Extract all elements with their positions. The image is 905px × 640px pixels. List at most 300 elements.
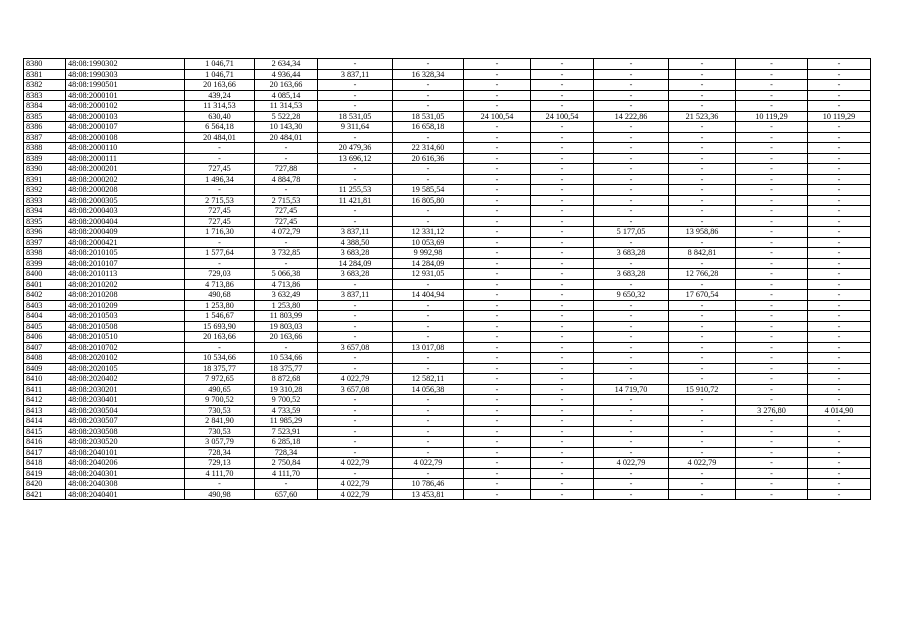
cell-value-2-max: - <box>393 353 464 364</box>
cell-value-4-max: - <box>669 342 736 353</box>
cell-value-4-min: - <box>594 405 669 416</box>
cell-value-1-min: 2 715,53 <box>185 195 255 206</box>
cell-row-number: 8407 <box>24 342 66 353</box>
cell-value-4-max: - <box>669 143 736 154</box>
table-row <box>24 489 871 500</box>
cell-cadastral-code: 48:08:2000305 <box>66 195 185 206</box>
cell-row-number: 8402 <box>24 290 66 301</box>
cell-row-number: 8391 <box>24 174 66 185</box>
cell-value-4-min: - <box>594 90 669 101</box>
cell-value-2-max: 14 056,38 <box>393 384 464 395</box>
cell-value-2-max: - <box>393 279 464 290</box>
cell-value-1-max: 3 632,49 <box>255 290 318 301</box>
cell-value-3-min: - <box>464 174 531 185</box>
cell-value-3-min: - <box>464 195 531 206</box>
cell-value-4-min: 3 683,28 <box>594 269 669 280</box>
cell-value-5-max: - <box>808 468 871 479</box>
cell-value-2-max: - <box>393 311 464 322</box>
cell-value-5-max: - <box>808 248 871 259</box>
table-row <box>24 374 871 385</box>
cell-value-2-max: 12 331,12 <box>393 227 464 238</box>
cell-value-2-max: 19 585,54 <box>393 185 464 196</box>
cell-value-2-max: 10 786,46 <box>393 479 464 490</box>
cell-value-4-min: - <box>594 353 669 364</box>
cell-value-1-max: - <box>255 258 318 269</box>
cell-value-2-max: 4 022,79 <box>393 458 464 469</box>
cell-value-2-min: 20 479,36 <box>318 143 393 154</box>
cell-value-4-min: - <box>594 468 669 479</box>
table-row <box>24 321 871 332</box>
cell-row-number: 8409 <box>24 363 66 374</box>
cell-row-number: 8398 <box>24 248 66 259</box>
cell-value-3-max: - <box>531 174 594 185</box>
cell-value-3-min: - <box>464 332 531 343</box>
cell-value-1-min: 11 314,53 <box>185 101 255 112</box>
cell-value-3-max: - <box>531 458 594 469</box>
cell-value-5-max: - <box>808 69 871 80</box>
cell-value-2-min: 4 022,79 <box>318 489 393 500</box>
cell-value-1-max: - <box>255 143 318 154</box>
table-row <box>24 206 871 217</box>
cell-cadastral-code: 48:08:2000404 <box>66 216 185 227</box>
cell-value-2-max: 18 531,05 <box>393 111 464 122</box>
cell-value-4-max: - <box>669 479 736 490</box>
cell-value-1-min: 439,24 <box>185 90 255 101</box>
cell-value-1-min: - <box>185 237 255 248</box>
cell-cadastral-code: 48:08:2000110 <box>66 143 185 154</box>
cell-value-1-max: - <box>255 153 318 164</box>
cell-value-5-max: 4 014,90 <box>808 405 871 416</box>
cell-value-4-min: - <box>594 174 669 185</box>
table-row <box>24 384 871 395</box>
cell-value-5-max: - <box>808 290 871 301</box>
cell-value-5-max: 10 119,29 <box>808 111 871 122</box>
cell-value-2-min: - <box>318 216 393 227</box>
cell-row-number: 8417 <box>24 447 66 458</box>
cell-value-4-min: - <box>594 258 669 269</box>
cell-value-2-min: - <box>318 353 393 364</box>
cell-value-4-max: - <box>669 489 736 500</box>
cell-value-2-max: - <box>393 468 464 479</box>
cell-value-5-min: - <box>736 290 808 301</box>
cell-cadastral-code: 48:08:2010113 <box>66 269 185 280</box>
cell-row-number: 8413 <box>24 405 66 416</box>
cell-value-3-min: - <box>464 153 531 164</box>
cell-value-4-max: - <box>669 237 736 248</box>
cell-value-1-max: 19 803,03 <box>255 321 318 332</box>
cell-value-3-max: - <box>531 342 594 353</box>
cell-value-4-min: - <box>594 122 669 133</box>
cell-value-4-max: - <box>669 69 736 80</box>
cell-value-4-max: 8 842,81 <box>669 248 736 259</box>
cell-value-5-max: - <box>808 59 871 70</box>
cell-value-3-max: - <box>531 437 594 448</box>
cell-value-2-max: 9 992,98 <box>393 248 464 259</box>
cell-cadastral-code: 48:08:2020402 <box>66 374 185 385</box>
cell-value-1-min: 727,45 <box>185 164 255 175</box>
cell-value-1-max: 10 143,30 <box>255 122 318 133</box>
cell-value-5-min: - <box>736 90 808 101</box>
cell-value-5-max: - <box>808 132 871 143</box>
cell-value-1-max: 2 750,84 <box>255 458 318 469</box>
table-row <box>24 405 871 416</box>
cell-value-5-max: - <box>808 90 871 101</box>
cell-value-1-max: 1 253,80 <box>255 300 318 311</box>
cell-value-5-max: - <box>808 206 871 217</box>
cell-row-number: 8393 <box>24 195 66 206</box>
cell-value-5-min: - <box>736 311 808 322</box>
cell-value-1-max: 6 285,18 <box>255 437 318 448</box>
table-row <box>24 416 871 427</box>
cell-value-3-max: 24 100,54 <box>531 111 594 122</box>
cell-cadastral-code: 48:08:2010107 <box>66 258 185 269</box>
cell-value-2-max: 10 053,69 <box>393 237 464 248</box>
cell-value-1-max: 11 314,53 <box>255 101 318 112</box>
cell-value-5-max: - <box>808 321 871 332</box>
cell-cadastral-code: 48:08:2000208 <box>66 185 185 196</box>
table-row <box>24 143 871 154</box>
cell-value-3-max: - <box>531 321 594 332</box>
cell-value-1-min: 18 375,77 <box>185 363 255 374</box>
table-row <box>24 447 871 458</box>
cell-value-3-min: 24 100,54 <box>464 111 531 122</box>
cell-row-number: 8415 <box>24 426 66 437</box>
cell-row-number: 8400 <box>24 269 66 280</box>
cell-value-4-min: - <box>594 332 669 343</box>
cell-value-1-max: 7 523,91 <box>255 426 318 437</box>
cell-value-3-max: - <box>531 122 594 133</box>
cell-value-1-min: 2 841,90 <box>185 416 255 427</box>
cell-value-1-min: 20 484,01 <box>185 132 255 143</box>
table-row <box>24 363 871 374</box>
cell-value-5-max: - <box>808 258 871 269</box>
cell-value-5-min: - <box>736 279 808 290</box>
cell-cadastral-code: 48:08:2020105 <box>66 363 185 374</box>
cell-value-1-max: 5 066,38 <box>255 269 318 280</box>
cell-value-1-max: 11 803,99 <box>255 311 318 322</box>
cell-value-1-min: 1 577,64 <box>185 248 255 259</box>
cell-value-1-min: 1 546,67 <box>185 311 255 322</box>
cell-value-2-min: - <box>318 206 393 217</box>
cell-value-1-min: 3 057,79 <box>185 437 255 448</box>
cell-value-3-min: - <box>464 290 531 301</box>
cell-value-1-max: 4 884,78 <box>255 174 318 185</box>
cell-value-2-min: 3 837,11 <box>318 69 393 80</box>
cell-value-3-min: - <box>464 279 531 290</box>
cell-value-4-min: - <box>594 101 669 112</box>
cell-value-2-min: 11 421,81 <box>318 195 393 206</box>
cell-value-1-max: 2 634,34 <box>255 59 318 70</box>
cell-cadastral-code: 48:08:2010503 <box>66 311 185 322</box>
cell-value-2-min: - <box>318 437 393 448</box>
cell-cadastral-code: 48:08:2030520 <box>66 437 185 448</box>
cell-value-5-min: - <box>736 164 808 175</box>
cell-value-3-min: - <box>464 458 531 469</box>
cell-row-number: 8389 <box>24 153 66 164</box>
cell-value-3-min: - <box>464 164 531 175</box>
cell-cadastral-code: 48:08:2010510 <box>66 332 185 343</box>
cell-row-number: 8414 <box>24 416 66 427</box>
table-body <box>24 59 871 500</box>
table-row <box>24 174 871 185</box>
cell-value-3-max: - <box>531 164 594 175</box>
cell-value-3-min: - <box>464 342 531 353</box>
cell-value-2-min: 4 022,79 <box>318 479 393 490</box>
cell-value-3-min: - <box>464 447 531 458</box>
table-row <box>24 437 871 448</box>
cell-value-2-min: - <box>318 363 393 374</box>
cell-value-3-max: - <box>531 426 594 437</box>
cell-value-1-min: 490,68 <box>185 290 255 301</box>
cell-cadastral-code: 48:08:2030507 <box>66 416 185 427</box>
cell-value-2-min: - <box>318 426 393 437</box>
cell-value-2-max: 14 284,09 <box>393 258 464 269</box>
cell-value-2-min: 3 657,08 <box>318 342 393 353</box>
cell-value-3-min: - <box>464 122 531 133</box>
cell-cadastral-code: 48:08:2000103 <box>66 111 185 122</box>
cell-value-5-min: - <box>736 153 808 164</box>
cell-value-3-max: - <box>531 479 594 490</box>
cell-value-3-min: - <box>464 384 531 395</box>
cell-value-2-max: 14 404,94 <box>393 290 464 301</box>
cell-value-3-max: - <box>531 59 594 70</box>
cell-value-1-min: 15 693,90 <box>185 321 255 332</box>
cell-value-2-max: - <box>393 447 464 458</box>
cell-value-2-max: - <box>393 132 464 143</box>
cell-value-4-max: - <box>669 300 736 311</box>
cell-value-1-max: 4 072,79 <box>255 227 318 238</box>
cell-cadastral-code: 48:08:2040401 <box>66 489 185 500</box>
cell-cadastral-code: 48:08:2010202 <box>66 279 185 290</box>
cell-value-5-min: - <box>736 69 808 80</box>
cell-value-3-min: - <box>464 426 531 437</box>
cell-value-4-max: - <box>669 185 736 196</box>
cell-value-3-min: - <box>464 363 531 374</box>
cell-cadastral-code: 48:08:2040308 <box>66 479 185 490</box>
cell-value-2-max: - <box>393 395 464 406</box>
cell-value-3-max: - <box>531 447 594 458</box>
cell-value-5-max: - <box>808 300 871 311</box>
cell-value-5-min: - <box>736 395 808 406</box>
cell-value-1-max: 20 163,66 <box>255 80 318 91</box>
cell-value-1-min: 630,40 <box>185 111 255 122</box>
cell-value-2-max: - <box>393 416 464 427</box>
cell-value-3-max: - <box>531 143 594 154</box>
cell-value-5-max: - <box>808 332 871 343</box>
cell-value-5-max: - <box>808 195 871 206</box>
cell-row-number: 8399 <box>24 258 66 269</box>
cell-value-5-max: - <box>808 416 871 427</box>
cell-value-2-max: 13 453,81 <box>393 489 464 500</box>
cell-value-3-min: - <box>464 489 531 500</box>
cell-value-3-min: - <box>464 258 531 269</box>
cell-value-2-max: - <box>393 90 464 101</box>
table-row <box>24 216 871 227</box>
cell-value-5-max: - <box>808 342 871 353</box>
cell-value-2-min: - <box>318 395 393 406</box>
cell-value-3-max: - <box>531 311 594 322</box>
table-row <box>24 80 871 91</box>
cell-value-2-min: - <box>318 279 393 290</box>
cell-value-5-max: - <box>808 122 871 133</box>
cell-value-4-min: - <box>594 69 669 80</box>
cell-value-2-min: - <box>318 447 393 458</box>
cell-value-2-max: - <box>393 101 464 112</box>
cell-value-4-max: 4 022,79 <box>669 458 736 469</box>
cell-value-3-max: - <box>531 489 594 500</box>
cell-value-3-max: - <box>531 132 594 143</box>
cell-row-number: 8381 <box>24 69 66 80</box>
cell-row-number: 8404 <box>24 311 66 322</box>
cadastral-value-table <box>23 58 871 500</box>
cell-value-5-min: - <box>736 258 808 269</box>
cell-value-1-max: 18 375,77 <box>255 363 318 374</box>
cell-cadastral-code: 48:08:2010209 <box>66 300 185 311</box>
table-row <box>24 90 871 101</box>
cell-value-4-min: 14 222,86 <box>594 111 669 122</box>
cell-value-1-max: 4 085,14 <box>255 90 318 101</box>
cell-value-2-max: - <box>393 437 464 448</box>
cell-row-number: 8419 <box>24 468 66 479</box>
cell-value-4-min: - <box>594 447 669 458</box>
cell-value-2-max: - <box>393 332 464 343</box>
cell-value-4-max: - <box>669 90 736 101</box>
cell-value-2-max: - <box>393 59 464 70</box>
cell-value-4-max: - <box>669 311 736 322</box>
cell-value-1-min: 20 163,66 <box>185 332 255 343</box>
cell-value-2-max: 20 616,36 <box>393 153 464 164</box>
cell-value-4-min: 5 177,05 <box>594 227 669 238</box>
cell-value-5-min: - <box>736 227 808 238</box>
cell-value-3-min: - <box>464 416 531 427</box>
cell-value-4-min: 9 650,32 <box>594 290 669 301</box>
cell-value-1-min: 6 564,18 <box>185 122 255 133</box>
cell-row-number: 8411 <box>24 384 66 395</box>
cell-value-5-max: - <box>808 363 871 374</box>
cell-value-4-min: - <box>594 143 669 154</box>
cell-value-5-min: - <box>736 437 808 448</box>
cell-value-1-max: 3 732,85 <box>255 248 318 259</box>
cell-value-5-min: - <box>736 59 808 70</box>
cell-value-2-min: - <box>318 59 393 70</box>
cell-value-1-min: 490,65 <box>185 384 255 395</box>
cell-value-1-min: 729,13 <box>185 458 255 469</box>
cell-value-4-min: - <box>594 342 669 353</box>
cell-row-number: 8421 <box>24 489 66 500</box>
cell-row-number: 8380 <box>24 59 66 70</box>
cell-value-2-max: - <box>393 206 464 217</box>
cell-value-2-min: - <box>318 101 393 112</box>
cell-value-5-max: - <box>808 153 871 164</box>
cell-value-4-max: - <box>669 174 736 185</box>
cell-row-number: 8408 <box>24 353 66 364</box>
cell-value-2-min: - <box>318 468 393 479</box>
cell-value-1-min: 1 046,71 <box>185 59 255 70</box>
cell-value-3-max: - <box>531 195 594 206</box>
cell-value-4-min: - <box>594 185 669 196</box>
cell-value-1-max: 20 484,01 <box>255 132 318 143</box>
cell-value-3-min: - <box>464 80 531 91</box>
cell-cadastral-code: 48:08:2010508 <box>66 321 185 332</box>
cell-value-3-max: - <box>531 468 594 479</box>
cell-value-2-max: 16 658,18 <box>393 122 464 133</box>
cell-value-1-max: 727,88 <box>255 164 318 175</box>
cell-value-5-min: - <box>736 248 808 259</box>
cell-value-3-min: - <box>464 143 531 154</box>
cell-value-3-max: - <box>531 153 594 164</box>
cell-row-number: 8394 <box>24 206 66 217</box>
table-row <box>24 227 871 238</box>
cell-cadastral-code: 48:08:2000108 <box>66 132 185 143</box>
cell-value-4-max: - <box>669 405 736 416</box>
cell-value-3-max: - <box>531 384 594 395</box>
cell-value-1-max: 5 522,28 <box>255 111 318 122</box>
cell-value-3-min: - <box>464 479 531 490</box>
cell-value-1-max: 20 163,66 <box>255 332 318 343</box>
cell-row-number: 8382 <box>24 80 66 91</box>
cell-value-4-max: - <box>669 468 736 479</box>
cell-cadastral-code: 48:08:1990501 <box>66 80 185 91</box>
cell-value-5-min: - <box>736 332 808 343</box>
cell-value-4-min: - <box>594 321 669 332</box>
cell-value-2-min: 11 255,53 <box>318 185 393 196</box>
cell-value-4-max: - <box>669 164 736 175</box>
table-row <box>24 195 871 206</box>
table-row <box>24 353 871 364</box>
cell-value-4-max: - <box>669 132 736 143</box>
cell-value-4-max: 13 958,86 <box>669 227 736 238</box>
cell-row-number: 8385 <box>24 111 66 122</box>
cell-value-2-min: - <box>318 332 393 343</box>
cell-value-1-min: 20 163,66 <box>185 80 255 91</box>
cell-value-5-max: - <box>808 353 871 364</box>
cell-value-3-max: - <box>531 279 594 290</box>
cell-row-number: 8386 <box>24 122 66 133</box>
cell-value-1-min: 730,53 <box>185 426 255 437</box>
cell-value-4-min: 14 719,70 <box>594 384 669 395</box>
cell-value-5-min: - <box>736 132 808 143</box>
cell-value-5-max: - <box>808 227 871 238</box>
cell-value-2-min: 14 284,09 <box>318 258 393 269</box>
cell-cadastral-code: 48:08:2000101 <box>66 90 185 101</box>
cell-value-1-min: 4 111,70 <box>185 468 255 479</box>
cell-row-number: 8416 <box>24 437 66 448</box>
cell-value-4-max: 15 910,72 <box>669 384 736 395</box>
cell-value-4-min: - <box>594 164 669 175</box>
cell-value-2-max: 16 805,80 <box>393 195 464 206</box>
table-row <box>24 122 871 133</box>
table-row <box>24 248 871 259</box>
cell-cadastral-code: 48:08:2000102 <box>66 101 185 112</box>
cell-value-2-max: 16 328,34 <box>393 69 464 80</box>
cell-value-4-max: - <box>669 426 736 437</box>
cell-value-2-min: 13 696,12 <box>318 153 393 164</box>
cell-value-1-min: - <box>185 185 255 196</box>
cell-value-2-max: 22 314,60 <box>393 143 464 154</box>
cell-value-1-min: 1 716,30 <box>185 227 255 238</box>
cell-row-number: 8403 <box>24 300 66 311</box>
cell-value-4-min: - <box>594 132 669 143</box>
cell-value-3-max: - <box>531 248 594 259</box>
cell-value-5-max: - <box>808 384 871 395</box>
cell-value-5-max: - <box>808 395 871 406</box>
cell-value-5-min: 3 276,80 <box>736 405 808 416</box>
cell-value-1-max: 2 715,53 <box>255 195 318 206</box>
cell-value-2-min: 3 657,08 <box>318 384 393 395</box>
cell-value-5-max: - <box>808 426 871 437</box>
cell-cadastral-code: 48:08:2000409 <box>66 227 185 238</box>
cell-value-3-min: - <box>464 69 531 80</box>
